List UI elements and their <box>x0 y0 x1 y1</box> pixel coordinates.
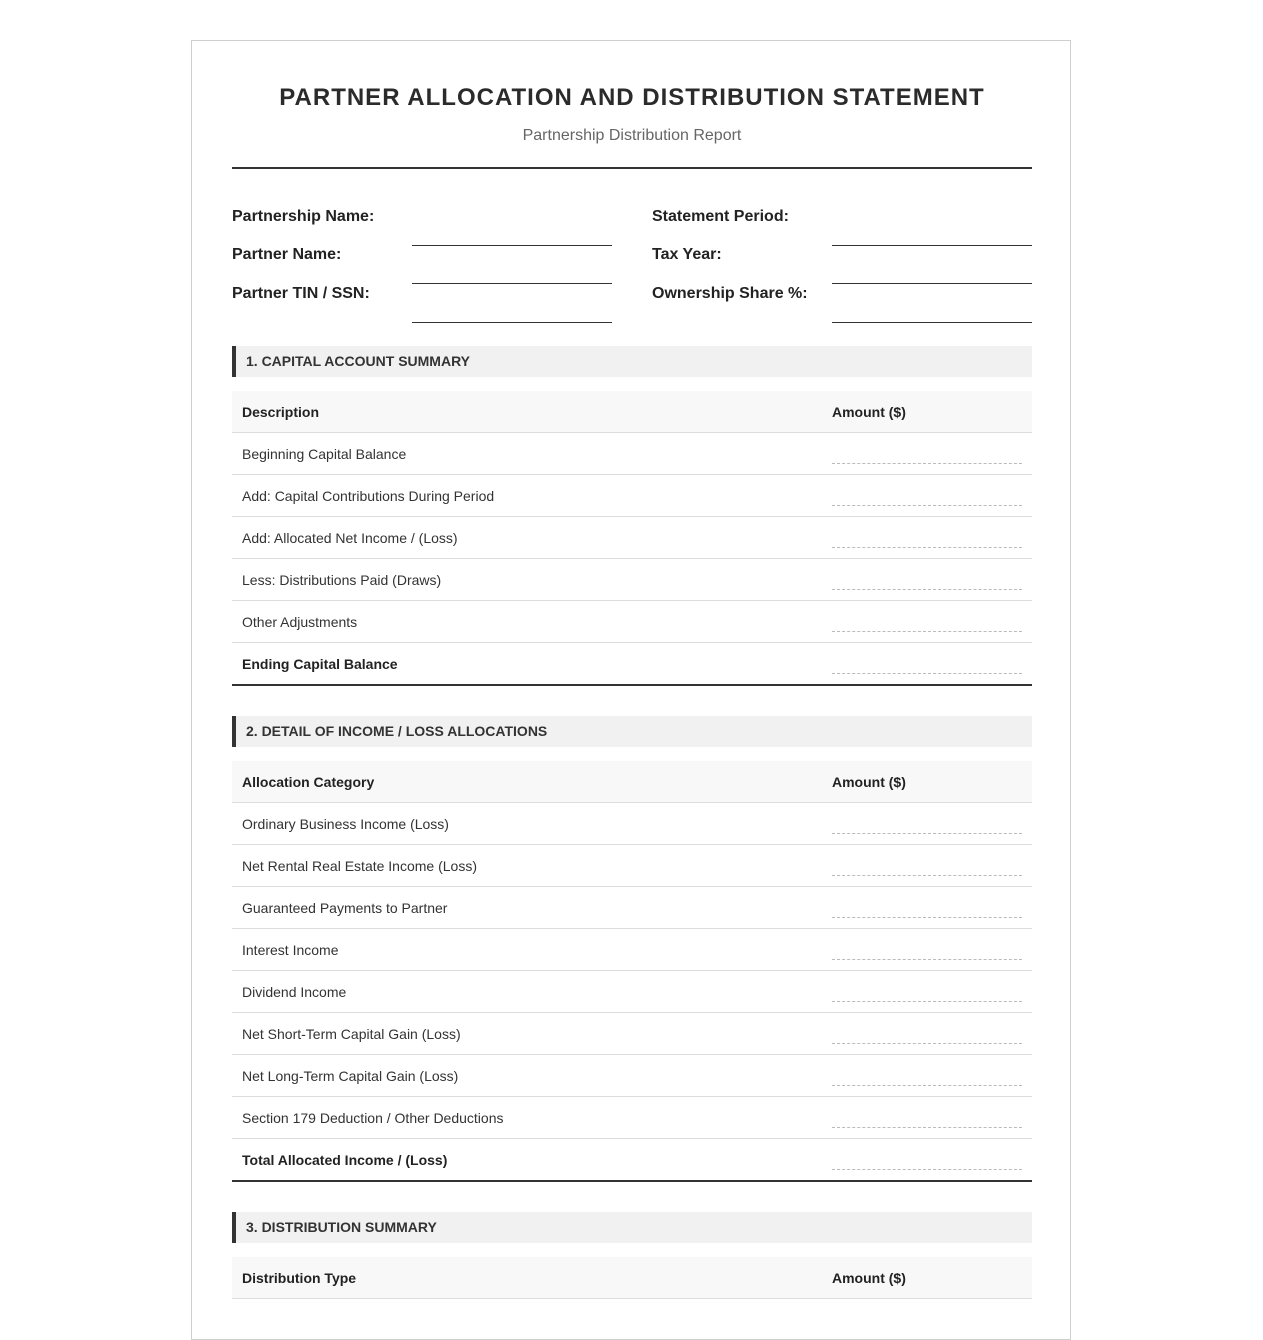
row-label: Interest Income <box>232 929 822 971</box>
total-amount-cell[interactable] <box>822 643 1032 686</box>
total-row <box>232 643 1032 686</box>
distribution-summary-table <box>232 1257 1032 1299</box>
row-label: Less: Distributions Paid (Draws) <box>232 559 822 601</box>
amount-cell[interactable] <box>822 1097 1032 1139</box>
column-header-amount: Amount ($) <box>822 1257 1032 1299</box>
amount-input-line[interactable] <box>832 959 1022 960</box>
amount-input-line[interactable] <box>832 589 1022 590</box>
row-label: Add: Capital Contributions During Period <box>232 475 822 517</box>
row-label: Dividend Income <box>232 971 822 1013</box>
partnership-name-field <box>232 208 612 248</box>
table-row <box>232 803 1032 845</box>
column-header-description: Description <box>232 391 822 433</box>
amount-cell[interactable] <box>822 929 1032 971</box>
amount-cell[interactable] <box>822 559 1032 601</box>
tax-year-field <box>652 246 1032 286</box>
amount-input-line[interactable] <box>832 1169 1022 1170</box>
capital-account-table <box>232 391 1032 686</box>
amount-input-line[interactable] <box>832 631 1022 632</box>
partner-tin-input[interactable] <box>412 304 612 323</box>
section-distribution-summary-heading: 3. DISTRIBUTION SUMMARY <box>232 1212 1032 1243</box>
partnership-name-label: Partnership Name: <box>232 208 375 225</box>
row-label: Net Rental Real Estate Income (Loss) <box>232 845 822 887</box>
amount-input-line[interactable] <box>832 547 1022 548</box>
row-label: Beginning Capital Balance <box>232 433 822 475</box>
amount-cell[interactable] <box>822 887 1032 929</box>
amount-input-line[interactable] <box>832 1001 1022 1002</box>
table-row <box>232 475 1032 517</box>
row-label: Add: Allocated Net Income / (Loss) <box>232 517 822 559</box>
amount-input-line[interactable] <box>832 1085 1022 1086</box>
amount-cell[interactable] <box>822 475 1032 517</box>
table-row <box>232 1055 1032 1097</box>
table-row <box>232 929 1032 971</box>
partner-tin-field <box>232 285 612 325</box>
row-label: Guaranteed Payments to Partner <box>232 887 822 929</box>
statement-page <box>191 40 1071 1340</box>
ownership-share-field <box>652 285 1032 325</box>
total-amount-cell[interactable] <box>822 1139 1032 1182</box>
amount-input-line[interactable] <box>832 875 1022 876</box>
partner-tin-label: Partner TIN / SSN: <box>232 285 370 302</box>
table-row <box>232 559 1032 601</box>
table-row <box>232 971 1032 1013</box>
amount-cell[interactable] <box>822 845 1032 887</box>
table-row <box>232 1097 1032 1139</box>
section-capital-account-heading: 1. CAPITAL ACCOUNT SUMMARY <box>232 346 1032 377</box>
section-income-allocations-heading: 2. DETAIL OF INCOME / LOSS ALLOCATIONS <box>232 716 1032 747</box>
page-title: PARTNER ALLOCATION AND DISTRIBUTION STATEMENT <box>279 84 985 111</box>
partnership-name-input[interactable] <box>412 227 612 246</box>
header-divider <box>232 167 1032 169</box>
column-header-amount: Amount ($) <box>822 391 1032 433</box>
table-row <box>232 433 1032 475</box>
amount-cell[interactable] <box>822 971 1032 1013</box>
amount-input-line[interactable] <box>832 673 1022 674</box>
table-header-row <box>232 1257 1032 1299</box>
table-header-row <box>232 391 1032 433</box>
table-row <box>232 887 1032 929</box>
column-header-distribution-type: Distribution Type <box>232 1257 822 1299</box>
amount-input-line[interactable] <box>832 833 1022 834</box>
column-header-amount: Amount ($) <box>822 761 1032 803</box>
tax-year-label: Tax Year: <box>652 246 722 263</box>
ownership-share-label: Ownership Share %: <box>652 285 808 302</box>
table-row <box>232 845 1032 887</box>
statement-period-field <box>652 208 1032 248</box>
table-row <box>232 1013 1032 1055</box>
amount-input-line[interactable] <box>832 463 1022 464</box>
table-row <box>232 601 1032 643</box>
row-label: Net Short-Term Capital Gain (Loss) <box>232 1013 822 1055</box>
partner-name-field <box>232 246 612 286</box>
amount-cell[interactable] <box>822 1013 1032 1055</box>
total-label: Total Allocated Income / (Loss) <box>232 1139 822 1182</box>
page-subtitle: Partnership Distribution Report <box>522 127 742 144</box>
partner-name-label: Partner Name: <box>232 246 342 263</box>
row-label: Section 179 Deduction / Other Deductions <box>232 1097 822 1139</box>
amount-cell[interactable] <box>822 517 1032 559</box>
ownership-share-input[interactable] <box>832 304 1032 323</box>
row-label: Ordinary Business Income (Loss) <box>232 803 822 845</box>
amount-input-line[interactable] <box>832 917 1022 918</box>
amount-input-line[interactable] <box>832 505 1022 506</box>
total-row <box>232 1139 1032 1182</box>
amount-input-line[interactable] <box>832 1127 1022 1128</box>
partner-name-input[interactable] <box>412 265 612 284</box>
column-header-category: Allocation Category <box>232 761 822 803</box>
amount-cell[interactable] <box>822 601 1032 643</box>
amount-cell[interactable] <box>822 1055 1032 1097</box>
row-label: Net Long-Term Capital Gain (Loss) <box>232 1055 822 1097</box>
tax-year-input[interactable] <box>832 265 1032 284</box>
amount-cell[interactable] <box>822 433 1032 475</box>
total-label: Ending Capital Balance <box>232 643 822 686</box>
table-header-row <box>232 761 1032 803</box>
income-allocations-table <box>232 761 1032 1182</box>
statement-period-input[interactable] <box>832 227 1032 246</box>
amount-cell[interactable] <box>822 803 1032 845</box>
amount-input-line[interactable] <box>832 1043 1022 1044</box>
row-label: Other Adjustments <box>232 601 822 643</box>
statement-period-label: Statement Period: <box>652 208 789 225</box>
table-row <box>232 517 1032 559</box>
